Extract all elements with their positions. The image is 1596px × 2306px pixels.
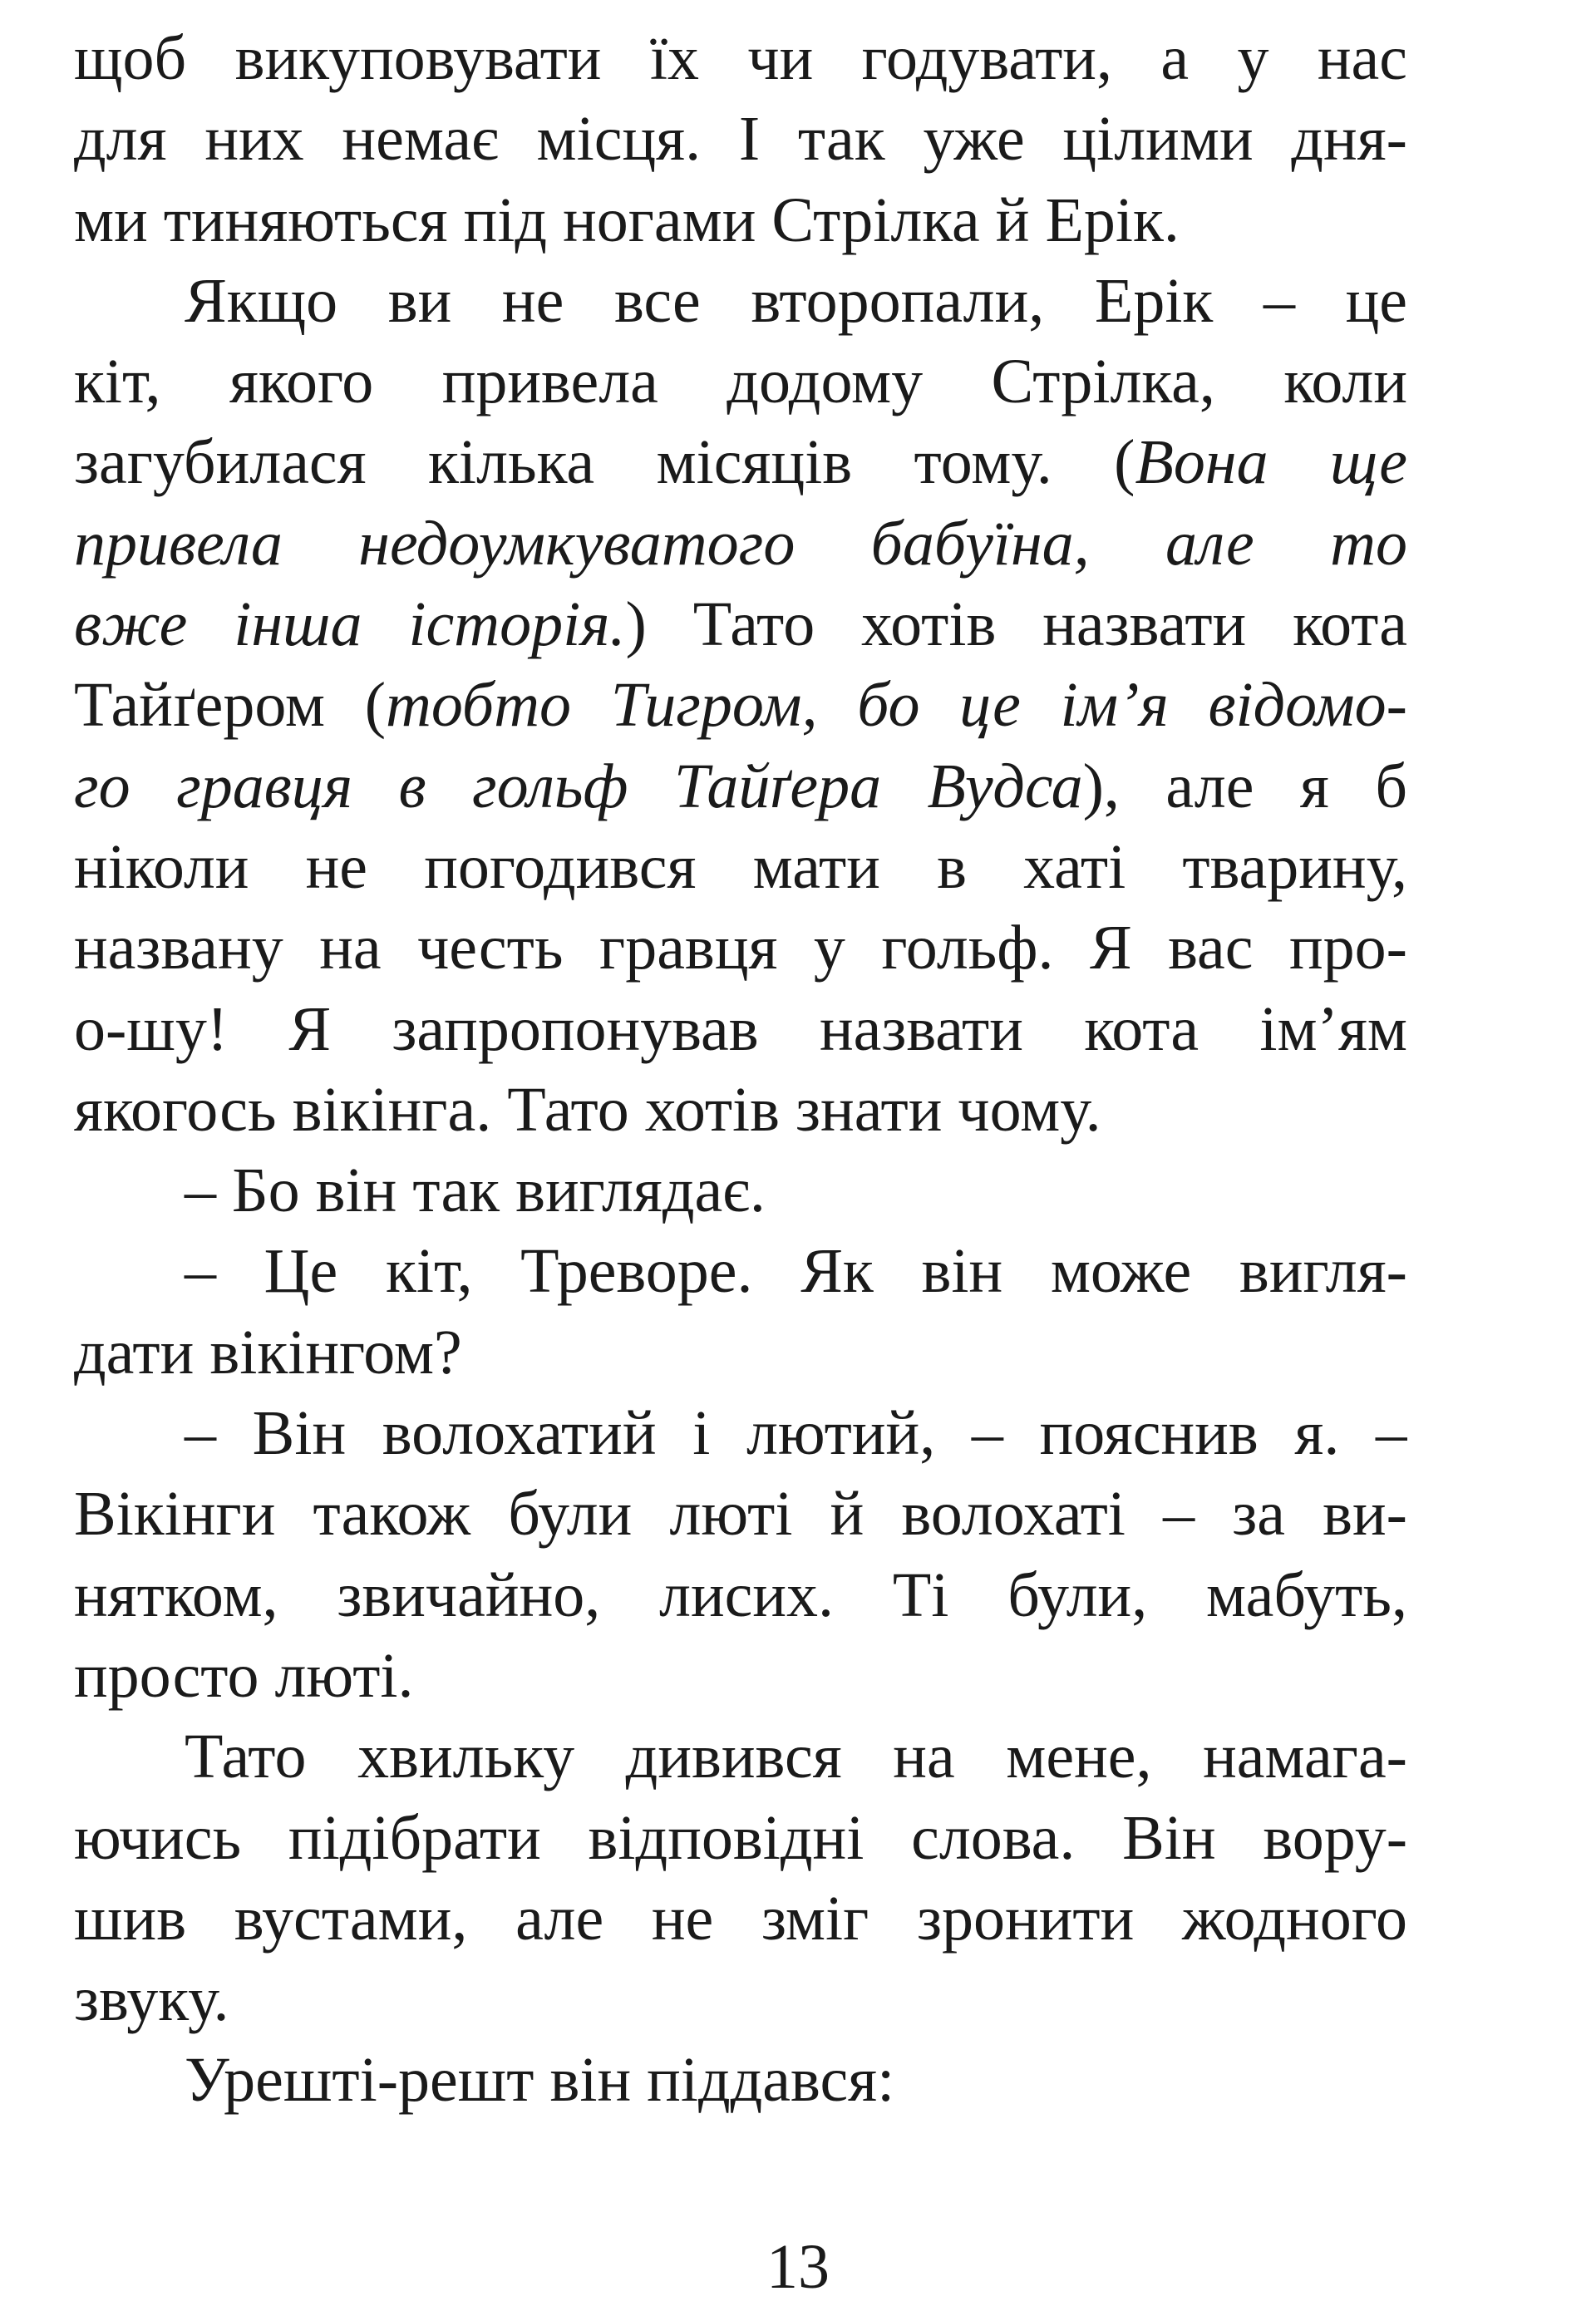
text-segment: якогось вікінга. Тато хотів знати чому. [74,1074,1101,1145]
italic-text: го гравця в гольф Тайґера Вудса [74,751,1083,821]
text-line [74,827,1407,908]
text-segment: просто люті. [74,1640,414,1711]
text-segment: ) Тато хотів назвати кота [625,589,1407,660]
text-line [74,1151,1407,1231]
text-segment: Тайґером ( [74,670,387,741]
text-line [74,1717,1407,1797]
text-line [74,1959,1407,2040]
text-line [74,1555,1407,1636]
text-segment: дати вікінгом? [74,1317,462,1387]
text-segment: ми тиняються під ногами Стрілка й Ерік. [74,185,1180,255]
text-line [74,2040,1407,2121]
text-line [74,989,1407,1070]
page-number: 13 [766,2232,830,2302]
text-line [74,1474,1407,1555]
text-segment: – Це кіт, Треворе. Як він може вигля- [185,1236,1407,1307]
text-line [74,422,1407,503]
text-segment: ючись підібрати відповідні слова. Він вору- [74,1802,1407,1873]
text-segment: – Він волохатий і лютий, – пояснив я. – [185,1398,1407,1469]
italic-text: вже інша історія. [74,589,626,660]
text-line [74,1636,1407,1717]
text-segment: звуку. [74,1964,229,2035]
text-segment: Урешті-решт він піддався: [185,2045,895,2116]
text-line [74,180,1407,261]
italic-text: тобто Тигром, бо це ім’я відомо- [386,670,1407,741]
text-segment: загубилася кілька місяців тому. ( [74,427,1135,498]
text-segment: кіт, якого привела додому Стрілка, коли [74,347,1407,417]
text-segment: названу на честь гравця у гольф. Я вас про- [74,913,1407,983]
text-segment: ), але я б [1082,751,1407,821]
text-segment: о-шу! Я запропонував назвати кота ім’ям [74,993,1407,1064]
text-line [74,584,1407,665]
text-line [74,1798,1407,1879]
text-segment: для них немає місця. І так уже цілими дня- [74,104,1407,175]
text-segment: Тато хвильку дивився на мене, намага- [185,1722,1407,1792]
italic-text: Вона ще [1135,427,1407,498]
text-line [74,342,1407,422]
text-line [74,18,1407,99]
text-line [74,99,1407,180]
text-segment: Якщо ви не все второпали, Ерік – це [185,265,1407,336]
text-segment: ніколи не погодився мати в хаті тварину, [74,831,1407,902]
text-line [74,504,1407,584]
text-segment: – Бо він так виглядає. [185,1155,766,1226]
text-line [74,1231,1407,1312]
text-segment: нятком, звичайно, лисих. Ті були, мабуть, [74,1560,1407,1630]
italic-text: привела недоумкуватого бабуїна, але то [74,508,1407,579]
text-segment: щоб викуповувати їх чи годувати, а у нас [74,23,1407,93]
text-line [74,1313,1407,1393]
text-line [74,665,1407,746]
text-line [74,746,1407,827]
text-segment: Вікінги також були люті й волохаті – за ви- [74,1479,1407,1550]
text-line [74,1070,1407,1151]
text-segment: шив вустами, але не зміг зронити жодного [74,1883,1407,1954]
text-line [74,908,1407,988]
text-line [74,1393,1407,1474]
text-line [74,1879,1407,1959]
body-text [74,18,1407,2121]
text-line [74,261,1407,342]
